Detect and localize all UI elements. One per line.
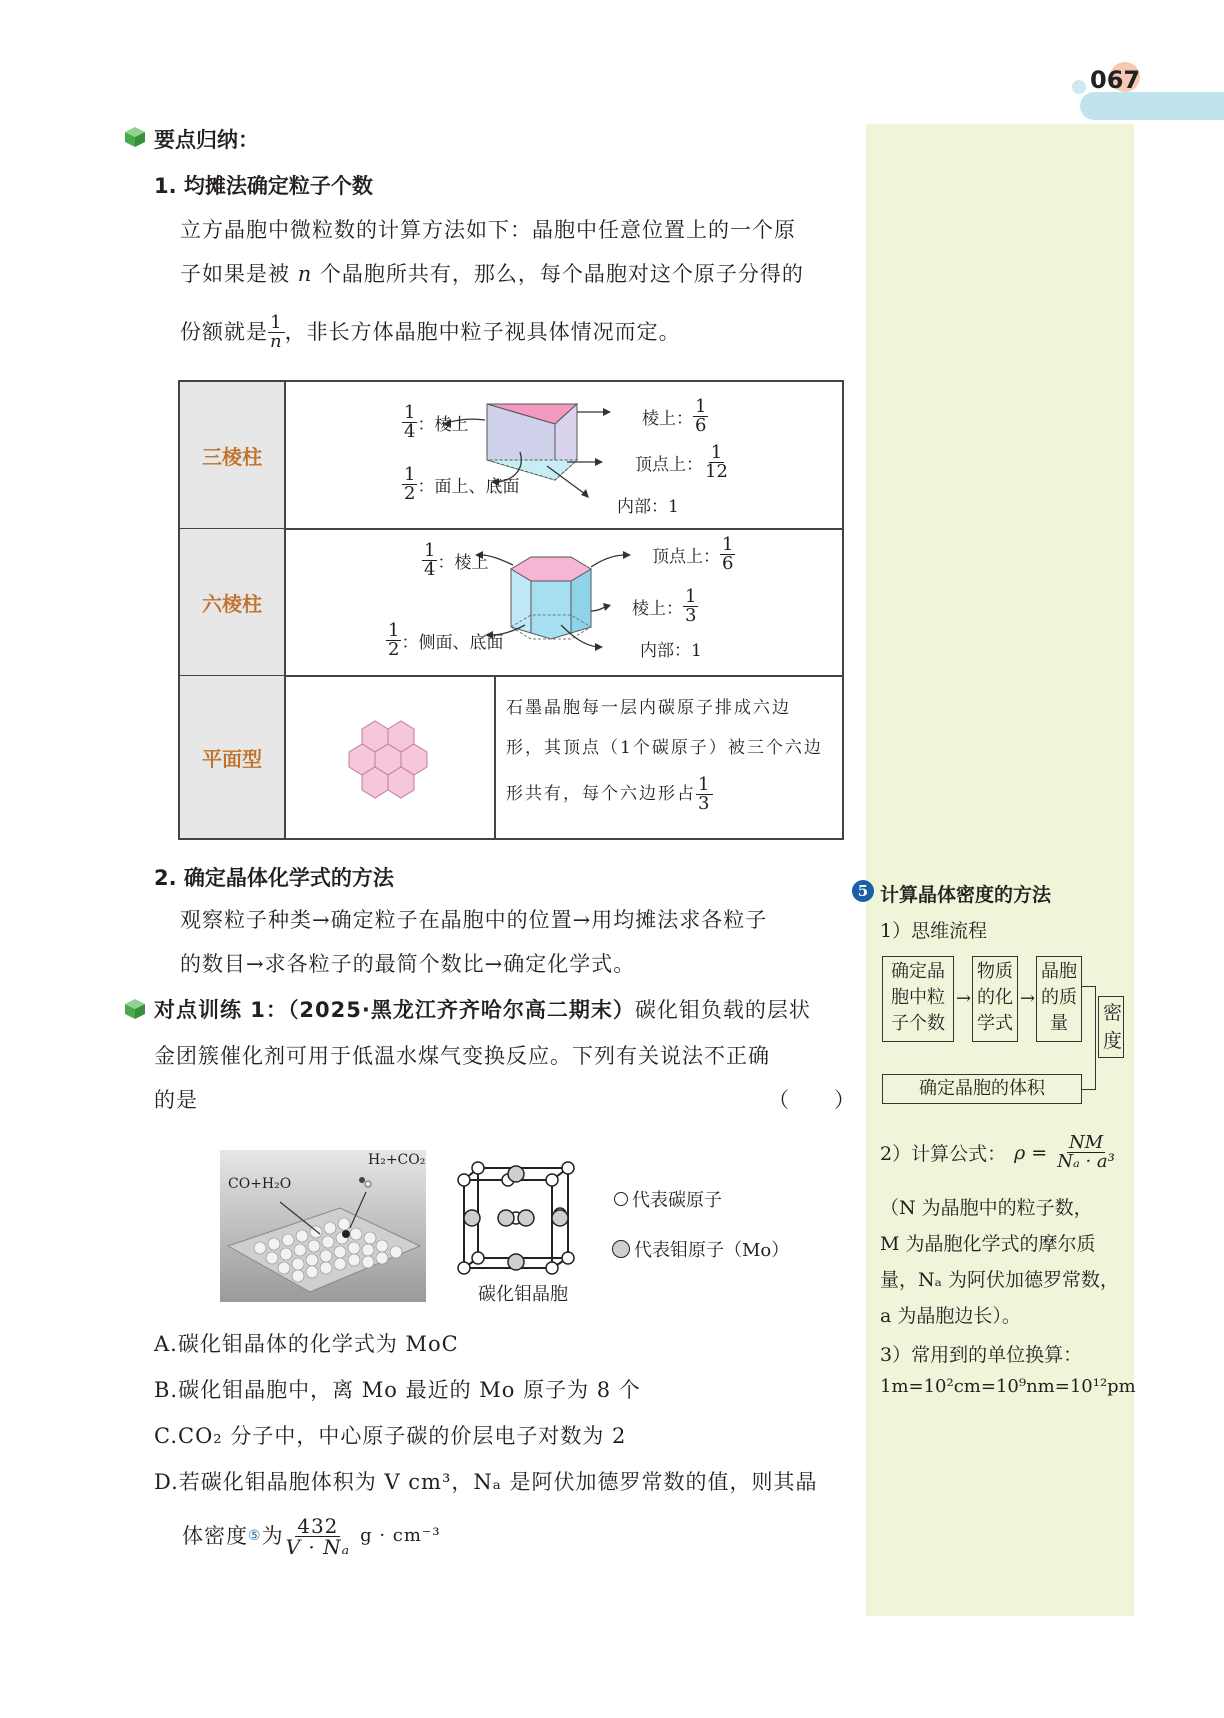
option-text: 若碳化钼晶胞体积为 V cm³，Nₐ 是阿伏加德罗常数的值，则其晶 xyxy=(178,1470,818,1494)
fraction-num: 1 xyxy=(710,442,723,463)
fraction-den: Nₐ · a³ xyxy=(1057,1151,1115,1172)
flow-connector xyxy=(1082,1046,1096,1090)
fraction-num: 1 xyxy=(698,773,712,795)
legend-mo-text: 代表钼原子（Mo） xyxy=(634,1240,790,1261)
option-letter: A. xyxy=(154,1332,178,1356)
sidebar-number-badge: 5 xyxy=(852,880,874,902)
section1-line2 xyxy=(180,252,804,296)
fraction xyxy=(284,1513,353,1559)
option-d-wei: 为 xyxy=(261,1524,284,1548)
fraction xyxy=(696,773,713,814)
exercise-line2: 金团簇催化剂可用于低温水煤气变换反应。下列有关说法不正确 xyxy=(154,1044,770,1068)
formula-lhs: ρ = xyxy=(1014,1141,1048,1164)
hex-edge-quarter xyxy=(422,542,488,579)
flow-box-particles: 确定晶胞中粒子个数 xyxy=(882,956,954,1042)
legend-carbon xyxy=(614,1186,722,1212)
table-vline xyxy=(494,675,496,838)
sidebar-step1: 1）思维流程 xyxy=(880,920,988,942)
section1-line1: 立方晶胞中微粒数的计算方法如下：晶胞中任意位置上的一个原 xyxy=(180,218,796,242)
hex-interior: 内部：1 xyxy=(640,641,702,661)
fraction-den: 3 xyxy=(685,605,697,626)
option-d-unit: g · cm⁻³ xyxy=(360,1525,441,1546)
arrow-right-icon: → xyxy=(1020,988,1036,1009)
flow-connector xyxy=(1082,986,1096,1046)
answer-blank: （ ） xyxy=(768,1088,856,1112)
page-tab xyxy=(1080,92,1224,120)
option-d-density-text: 体密度 xyxy=(182,1524,248,1548)
fraction xyxy=(268,311,285,352)
fraction-num: 432 xyxy=(297,1513,339,1538)
row-label-planar: 平面型 xyxy=(180,676,284,838)
option-letter: C. xyxy=(154,1424,178,1448)
row-label-triangular-prism: 三棱柱 xyxy=(180,382,284,528)
exercise-line1 xyxy=(154,988,811,1032)
cube-icon xyxy=(124,126,146,152)
fraction-den: 4 xyxy=(424,559,436,580)
tri-edge-sixth xyxy=(642,398,708,435)
sidebar-note-line2: M 为晶胞化学式的摩尔质 xyxy=(880,1233,1096,1255)
fraction-den: 6 xyxy=(695,415,707,436)
option-letter: D. xyxy=(154,1470,179,1494)
legend-mo xyxy=(612,1236,789,1262)
fraction xyxy=(693,398,708,435)
fraction-num: NM xyxy=(1068,1132,1104,1153)
catalyst-photo xyxy=(220,1150,426,1302)
graphite-desc-line2: 形，其顶点（1个碳原子）被三个六边 xyxy=(506,738,823,758)
product-label: H₂+CO₂ xyxy=(368,1152,426,1168)
option-b[interactable] xyxy=(154,1368,641,1412)
hex-edge-third xyxy=(632,588,698,625)
mo-carbide-unit-cell-diagram xyxy=(456,1158,586,1278)
graphite-description xyxy=(506,688,836,814)
fraction-num: 1 xyxy=(695,396,707,417)
option-text: CO₂ 分子中，中心原子碳的价层电子对数为 2 xyxy=(178,1424,627,1448)
reactant-label: CO+H₂O xyxy=(228,1176,292,1192)
sidebar-title: 计算晶体密度的方法 xyxy=(880,884,1052,906)
section1-var-n: n xyxy=(297,262,313,286)
sidebar-step2: 2）计算公式： xyxy=(880,1143,1007,1165)
section1-line2-a: 子如果是被 xyxy=(180,262,290,286)
option-d-line2 xyxy=(182,1514,441,1558)
graphite-desc-line3 xyxy=(506,774,836,814)
sidebar-note-line4: a 为晶胞边长）。 xyxy=(880,1305,1021,1327)
option-text: 碳化钼晶体的化学式为 MoC xyxy=(177,1332,459,1356)
unit-cell-caption: 碳化钼晶胞 xyxy=(478,1284,568,1305)
tri-interior: 内部：1 xyxy=(617,497,679,517)
fraction-num: 1 xyxy=(424,540,436,561)
fraction-den: V · Nₐ xyxy=(285,1534,351,1559)
fraction-num: 1 xyxy=(404,402,416,423)
catalyst-surface-diagram xyxy=(220,1150,426,1302)
option-a[interactable] xyxy=(154,1322,459,1366)
item-text: 顶点上： xyxy=(635,455,703,475)
fraction-num: 1 xyxy=(388,620,400,641)
triangular-prism-diagram xyxy=(285,382,842,528)
flow-box-formula: 物质的化学式 xyxy=(972,956,1018,1042)
section1-line3-a: 份额就是 xyxy=(180,320,268,344)
hex-vertex-sixth xyxy=(652,536,735,573)
section1-line3 xyxy=(180,310,681,354)
fraction xyxy=(703,444,730,481)
option-c[interactable] xyxy=(154,1414,626,1458)
flow-box-volume: 确定晶胞的体积 xyxy=(882,1074,1082,1104)
fraction xyxy=(683,588,698,625)
tri-vertex-twelfth xyxy=(635,444,730,481)
page-tab-dot xyxy=(1072,80,1086,94)
exercise-line1-rest: 碳化钼负载的层状 xyxy=(634,998,811,1022)
graphite-honeycomb-diagram xyxy=(285,676,494,838)
section1-line2-b: 个晶胞所共有，那么，每个晶胞对这个原子分得的 xyxy=(319,262,804,286)
fraction-den: 4 xyxy=(404,421,416,442)
carbon-atom-icon xyxy=(614,1192,628,1206)
hex-side-half xyxy=(386,622,503,659)
option-letter: B. xyxy=(154,1378,179,1402)
fraction-num: 1 xyxy=(404,464,416,485)
arrow-right-icon: → xyxy=(956,988,972,1009)
counting-table xyxy=(178,380,844,840)
fraction xyxy=(422,542,437,579)
sidebar-units: 1m=10²cm=10⁹nm=10¹²pm xyxy=(880,1376,1136,1397)
item-text: 棱上： xyxy=(632,599,683,619)
flow-box-mass: 晶胞的质量 xyxy=(1036,956,1082,1042)
flow-box-density: 密度 xyxy=(1098,996,1124,1058)
fraction xyxy=(1055,1134,1117,1171)
fraction-den: 2 xyxy=(388,639,400,660)
sidebar-step3: 3）常用到的单位换算： xyxy=(880,1344,1083,1366)
item-text: ：棱上 xyxy=(437,553,489,573)
footnote-marker: ⑤ xyxy=(248,1528,262,1544)
item-text: ：面上、底面 xyxy=(417,477,520,497)
fraction xyxy=(402,404,417,441)
fraction-den: n xyxy=(270,330,283,352)
option-text: 碳化钼晶胞中，离 Mo 最近的 Mo 原子为 8 个 xyxy=(178,1378,641,1402)
exercise-label: 对点训练 1： xyxy=(154,998,288,1022)
item-text: ：棱上 xyxy=(417,415,469,435)
exercise-source: （2025·黑龙江齐齐哈尔高二期末） xyxy=(287,998,635,1022)
hexagonal-prism-diagram xyxy=(285,529,842,675)
fraction xyxy=(402,466,417,503)
sidebar-note-line3: 量，Nₐ 为阿伏加德罗常数， xyxy=(880,1269,1119,1291)
item-text: ：侧面、底面 xyxy=(401,633,504,653)
tri-edge-quarter xyxy=(402,404,468,441)
fraction-den: 2 xyxy=(404,483,416,504)
item-text: 棱上： xyxy=(642,409,693,429)
fraction xyxy=(386,622,401,659)
fraction xyxy=(720,536,735,573)
fraction-num: 1 xyxy=(685,586,697,607)
graphite-desc-line1: 石墨晶胞每一层内碳原子排成六边 xyxy=(506,698,791,718)
fraction-den: 3 xyxy=(698,792,712,814)
sidebar-note-line1: （N 为晶胞中的粒子数， xyxy=(880,1197,1093,1219)
section2-line2: 的数目→求各粒子的最简个数比→确定化学式。 xyxy=(180,952,636,976)
row-label-hexagonal-prism: 六棱柱 xyxy=(180,529,284,675)
fraction-den: 6 xyxy=(722,553,734,574)
tri-face-half xyxy=(402,466,519,503)
option-d[interactable] xyxy=(154,1460,818,1504)
summary-heading: 要点归纳： xyxy=(154,128,259,152)
section1-title: 1. 均摊法确定粒子个数 xyxy=(154,174,373,198)
graphite-desc-line3-text: 形共有，每个六边形占 xyxy=(506,784,696,804)
section2-title: 2. 确定晶体化学式的方法 xyxy=(154,866,394,890)
fraction-num: 1 xyxy=(270,311,283,333)
sidebar-note xyxy=(880,1190,1119,1334)
mo-atom-icon xyxy=(612,1240,630,1258)
cube-icon xyxy=(124,998,146,1024)
section2-line1: 观察粒子种类→确定粒子在晶胞中的位置→用均摊法求各粒子 xyxy=(180,908,768,932)
item-text: 顶点上： xyxy=(652,547,720,567)
section1-line3-b: ，非长方体晶胞中粒子视具体情况而定。 xyxy=(284,320,681,344)
sidebar-formula-row xyxy=(880,1134,1117,1171)
exercise-line3: 的是 xyxy=(154,1088,198,1112)
page-number: 067 xyxy=(1090,66,1141,94)
legend-carbon-text: 代表碳原子 xyxy=(632,1190,722,1211)
fraction-num: 1 xyxy=(722,534,734,555)
fraction-den: 12 xyxy=(705,461,728,482)
